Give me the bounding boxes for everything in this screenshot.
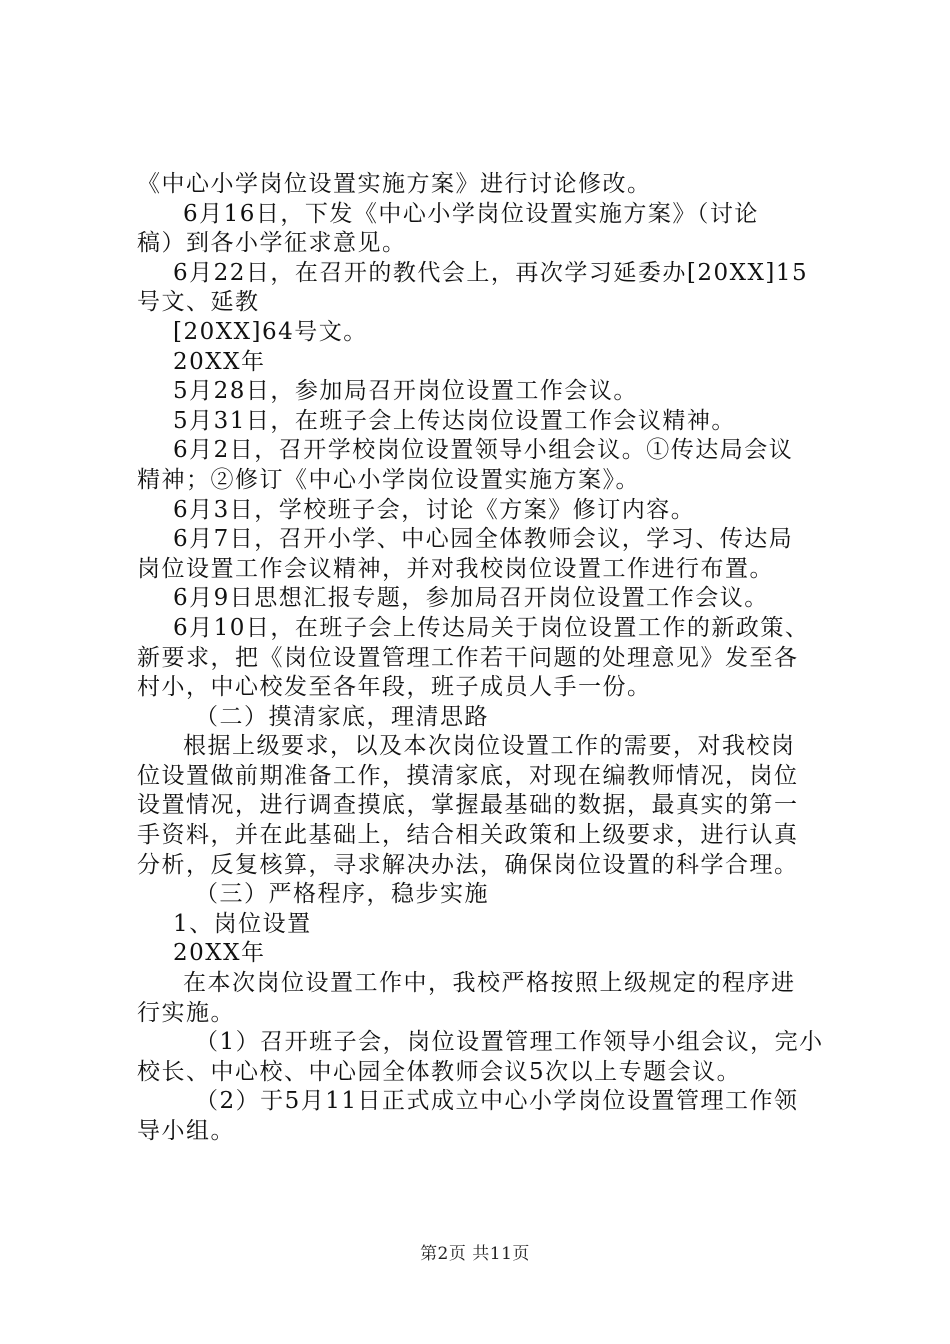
text-line: （2）于5月11日正式成立中心小学岗位设置管理工作领 [195, 1088, 799, 1115]
page-number-footer: 第2页 共11页 [420, 1244, 530, 1264]
text-line: 6月2日，召开学校岗位设置领导小组会议。①传达局会议 [173, 437, 794, 464]
text-line: 号文、延教 [137, 289, 260, 316]
text-line: 1、岗位设置 [173, 910, 312, 937]
text-line: 校长、中心校、中心园全体教师会议5次以上专题会议。 [137, 1058, 742, 1085]
text-line: 6月16日，下发《中心小学岗位设置实施方案》（讨论 [183, 200, 759, 227]
section-heading: （三）严格程序，稳步实施 [195, 881, 489, 908]
text-line: 6月9日思想汇报专题，参加局召开岗位设置工作会议。 [173, 585, 769, 612]
text-line: 5月31日，在班子会上传达岗位设置工作会议精神。 [173, 407, 736, 434]
text-line: 6月10日，在班子会上传达局关于岗位设置工作的新政策、 [173, 614, 810, 641]
text-line: 设置情况，进行调查摸底，掌握最基础的数据，最真实的第一 [137, 792, 799, 819]
section-heading: （二）摸清家底，理清思路 [195, 703, 489, 730]
text-line: 分析，反复核算，寻求解决办法，确保岗位设置的科学合理。 [137, 851, 799, 878]
text-line: 6月7日，召开小学、中心园全体教师会议，学习、传达局 [173, 526, 794, 553]
text-line: 新要求，把《岗位设置管理工作若干问题的处理意见》发至各 [137, 644, 799, 671]
text-line: 手资料，并在此基础上，结合相关政策和上级要求，进行认真 [137, 822, 799, 849]
text-line: 岗位设置工作会议精神，并对我校岗位设置工作进行布置。 [137, 555, 774, 582]
text-line: 根据上级要求，以及本次岗位设置工作的需要，对我校岗 [183, 733, 796, 760]
text-line: 稿）到各小学征求意见。 [137, 230, 407, 257]
text-line: （1）召开班子会，岗位设置管理工作领导小组会议，完小 [195, 1029, 824, 1056]
text-line: 在本次岗位设置工作中，我校严格按照上级规定的程序进 [183, 970, 796, 997]
text-line: 6月22日，在召开的教代会上，再次学习延委办[20XX]15 [173, 259, 809, 286]
text-line: [20XX]64号文。 [173, 318, 368, 345]
text-line: 5月28日，参加局召开岗位设置工作会议。 [173, 378, 638, 405]
text-line: 位设置做前期准备工作，摸清家底，对现在编教师情况，岗位 [137, 762, 799, 789]
text-line: 《中心小学岗位设置实施方案》进行讨论修改。 [137, 171, 652, 197]
text-line: 村小，中心校发至各年段，班子成员人手一份。 [137, 674, 652, 701]
text-line: 行实施。 [137, 999, 235, 1026]
document-body [137, 170, 837, 1147]
text-line: 精神；②修订《中心小学岗位设置实施方案》。 [137, 466, 640, 493]
text-line: 20XX年 [173, 940, 266, 967]
text-line: 导小组。 [137, 1118, 235, 1144]
text-line: 20XX年 [173, 348, 266, 375]
text-line: 6月3日，学校班子会，讨论《方案》修订内容。 [173, 496, 696, 523]
